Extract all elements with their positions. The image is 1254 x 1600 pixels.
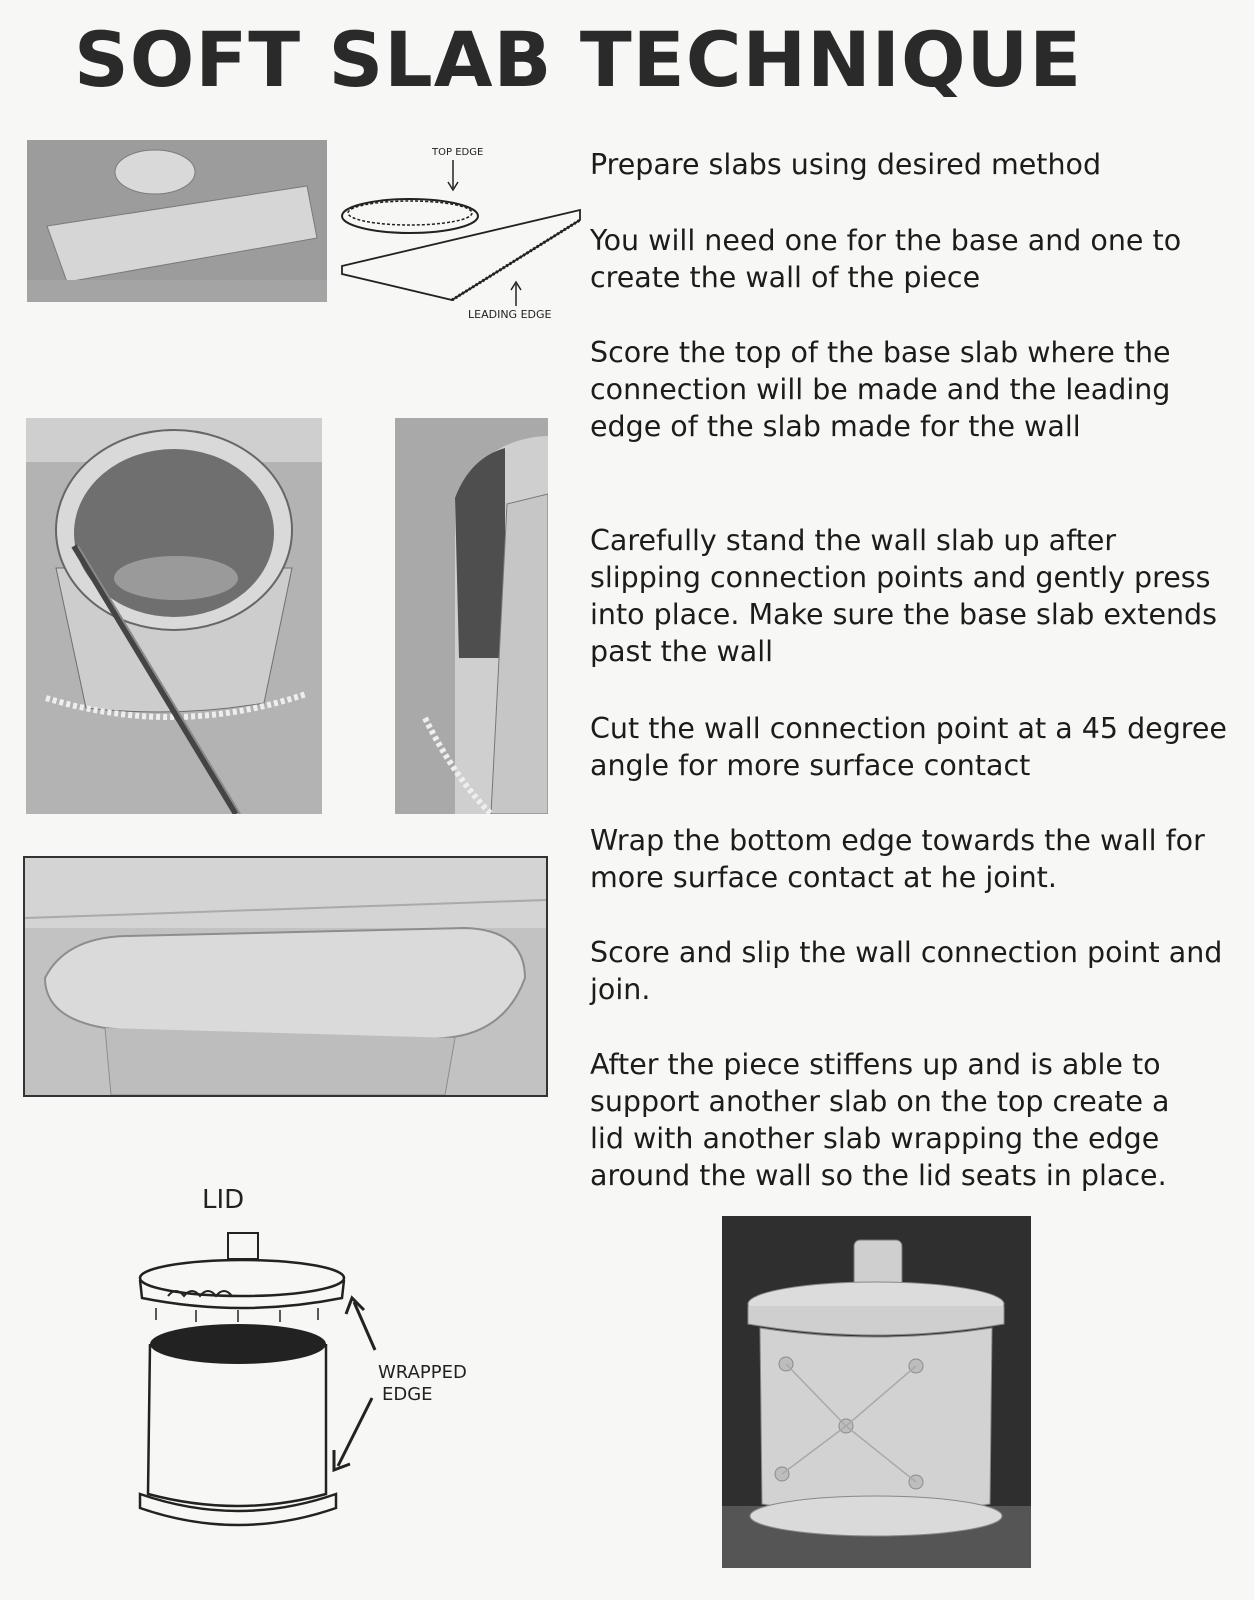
photo-prepared-slabs (27, 140, 327, 302)
sketch-lid-diagram (120, 1178, 500, 1538)
photo-standing-wall (395, 418, 548, 814)
photo-finished-piece (722, 1216, 1031, 1568)
page-title: SOFT SLAB TECHNIQUE (74, 15, 1083, 104)
photo-wrapped-edge (23, 856, 548, 1097)
step-3: Score the top of the base slab where the connection will be made and the leading edge of the slab made for the wall (590, 336, 1171, 443)
step-7: Score and slip the wall connection point and join. (590, 936, 1223, 1006)
sketch-slabs-diagram (340, 138, 590, 328)
step-4: Carefully stand the wall slab up after slipping connection points and gently press into place. Make sure the base slab extends past the wall (590, 524, 1217, 668)
photo-scoring-base (26, 418, 322, 814)
lid-label: LID (202, 1185, 245, 1215)
wrapped-label: WRAPPED (378, 1362, 467, 1383)
step-6: Wrap the bottom edge towards the wall for more surface contact at he joint. (590, 824, 1205, 894)
step-8: After the piece stiffens up and is able to support another slab on the top create a lid with another slab wrapping the edge around the wall so the lid seats in place. (590, 1048, 1170, 1192)
step-5: Cut the wall connection point at a 45 degree angle for more surface contact (590, 712, 1227, 782)
top-edge-label: TOP EDGE (432, 147, 484, 158)
step-2: You will need one for the base and one to create the wall of the piece (590, 224, 1182, 294)
step-1: Prepare slabs using desired method (590, 148, 1102, 181)
edge-label: EDGE (382, 1384, 433, 1405)
leading-edge-label: LEADING EDGE (468, 308, 552, 321)
